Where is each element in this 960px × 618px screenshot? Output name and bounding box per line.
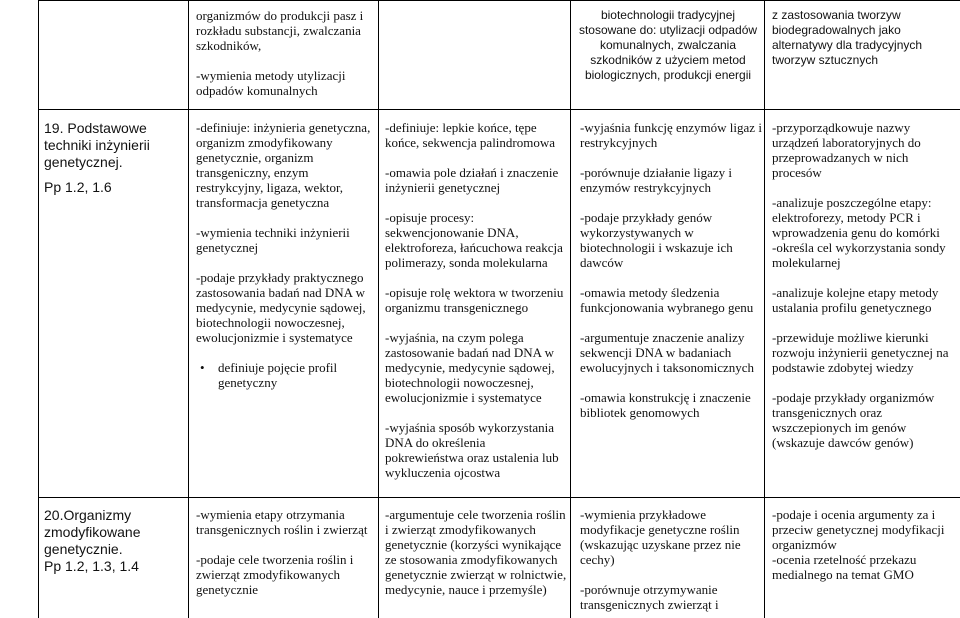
- table-border-line: [188, 0, 189, 618]
- text-line: ewolucjonizmie i systematyce: [196, 330, 353, 345]
- top-col4-cell: [575, 8, 761, 83]
- top-col5-cell: [772, 8, 958, 68]
- text-line: -wyjaśnia funkcję enzymów ligaz i: [580, 120, 762, 135]
- blank-line: [772, 180, 958, 195]
- text-line: podstawie zdobytej wiedzy: [772, 360, 914, 375]
- text-line: tworzyw sztucznych: [772, 53, 879, 67]
- text-line: biotechnologii i wskazuje ich: [580, 240, 733, 255]
- text-list: [772, 8, 958, 68]
- text-line: transgenicznych roślin i zwierząt: [196, 522, 368, 537]
- blank-line: [196, 53, 374, 68]
- text-line: pokrewieństwa oraz ustalenia lub: [385, 450, 559, 465]
- text-line: molekularnej: [772, 255, 841, 270]
- row19-col5-cell: [772, 120, 958, 450]
- text-list: [196, 8, 374, 98]
- text-line: -argumentuje cele tworzenia roślin: [385, 507, 566, 522]
- row19-col3-cell: [385, 120, 569, 480]
- table-border-line: [764, 0, 765, 618]
- text-line: -podaje przykłady genów: [580, 210, 713, 225]
- text-line: -podaje i ocenia argumenty za i: [772, 507, 936, 522]
- text-line: biotechnologii tradycyjnej: [600, 8, 736, 22]
- text-line: -przyporządkowuje nazwy: [772, 120, 911, 135]
- text-list: [385, 507, 569, 597]
- text-line: -omawia konstrukcję i znaczenie: [580, 390, 751, 405]
- text-line: DNA do określenia: [385, 435, 486, 450]
- row20-col5-cell: [772, 507, 958, 582]
- text-line: -analizuje poszczególne etapy:: [772, 195, 932, 210]
- text-line: genetycznie (korzyści wynikające: [385, 537, 562, 552]
- blank-line: [385, 150, 569, 165]
- text-line: enzymów restrykcyjnych: [580, 180, 712, 195]
- text-line: -analizuje kolejne etapy metody: [772, 285, 939, 300]
- text-line: zwierząt zmodyfikowanych: [196, 567, 341, 582]
- text-list: [196, 507, 376, 597]
- blank-line: [196, 255, 376, 270]
- text-line: komunalnych, zwalczania: [599, 38, 737, 52]
- text-line: stosowane do: utylizacji odpadów: [578, 23, 758, 37]
- row19-col4-cell: [580, 120, 763, 420]
- blank-line: [772, 270, 958, 285]
- text-line: genetycznie, organizm: [196, 150, 314, 165]
- text-line: rozwoju inżynierii genetycznej na: [772, 345, 949, 360]
- blank-line: [385, 195, 569, 210]
- text-line: procesów: [772, 165, 822, 180]
- text-line: -opisuje rolę wektora w tworzeniu: [385, 285, 564, 300]
- text-line: restrykcyjnych: [580, 135, 658, 150]
- text-line: restrykcyjny, ligaza, wektor,: [196, 180, 343, 195]
- text-line: wprowadzenia genu do komórki: [772, 225, 940, 240]
- bullet-item: [196, 360, 376, 390]
- text-line: funkcjonowania wybranego genu: [580, 300, 754, 315]
- topic-reference: Pp 1.2, 1.3, 1.4: [44, 558, 139, 574]
- table-border-line: [38, 497, 960, 498]
- text-line: transgenicznych zwierząt i: [580, 597, 719, 612]
- row20-col2-cell: [196, 507, 376, 597]
- text-line: sekwencji DNA w badaniach: [580, 345, 732, 360]
- text-line: ze stosowania zmodyfikowanych: [385, 552, 558, 567]
- text-line: biotechnologii nowoczesnej,: [196, 315, 345, 330]
- text-line: -wymienia metody utylizacji: [196, 68, 346, 83]
- text-line: -argumentuje znaczenie analizy: [580, 330, 745, 345]
- table-border-line: [378, 0, 379, 618]
- text-line: wykorzystywanych w: [580, 225, 694, 240]
- text-line: modyfikacje genetyczne roślin: [580, 522, 740, 537]
- text-line: genetyczny: [218, 375, 278, 390]
- blank-line: [580, 567, 763, 582]
- blank-line: [580, 315, 763, 330]
- text-line: końce, sekwencja palindromowa: [385, 135, 556, 150]
- text-line: -wyjaśnia, na czym polega: [385, 330, 524, 345]
- text-line: -wyjaśnia sposób wykorzystania: [385, 420, 554, 435]
- blank-line: [385, 315, 569, 330]
- text-line: medycynie, nauce i przemyśle): [385, 582, 547, 597]
- text-line: ustalania profilu genetycznego: [772, 300, 932, 315]
- text-line: -wymienia etapy otrzymania: [196, 507, 345, 522]
- blank-line: [196, 537, 376, 552]
- text-line: -porównuje działanie ligazy i: [580, 165, 732, 180]
- blank-line: [772, 375, 958, 390]
- blank-line: [385, 270, 569, 285]
- text-line: -opisuje procesy:: [385, 210, 475, 225]
- text-line: zastosowania badań nad DNA w: [196, 285, 365, 300]
- text-line: elektroforeza, łańcuchowa reakcja: [385, 240, 563, 255]
- text-list: [218, 360, 337, 390]
- text-line: transgenicznych oraz: [772, 405, 883, 420]
- text-line: urządzeń laboratoryjnych do: [772, 135, 921, 150]
- text-line: medycynie, medycynie sądowej,: [196, 300, 366, 315]
- table-border-line: [570, 0, 571, 618]
- text-line: i zwierząt zmodyfikowanych: [385, 522, 536, 537]
- row20-topic-cell: [44, 507, 184, 575]
- text-line: definiuje pojęcie profil: [218, 360, 338, 375]
- text-line: zastosowanie badań nad DNA w: [385, 345, 554, 360]
- text-list: [772, 507, 958, 582]
- text-line: alternatywy dla tradycyjnych: [772, 38, 923, 52]
- blank-line: [196, 345, 376, 360]
- text-line: polimerazy, sonda molekularna: [385, 255, 548, 270]
- text-line: transformacja genetyczna: [196, 195, 330, 210]
- text-line: -podaje przykłady praktycznego: [196, 270, 364, 285]
- text-line: -wymienia techniki inżynierii: [196, 225, 350, 240]
- blank-line: [196, 210, 376, 225]
- text-line: organizm zmodyfikowany: [196, 135, 333, 150]
- text-line: inżynierii genetycznej: [385, 180, 501, 195]
- topic-title: 20.Organizmy zmodyfikowane genetycznie.: [44, 507, 141, 557]
- table-border-line: [38, 109, 960, 110]
- text-line: -definiuje: lepkie końce, tępe: [385, 120, 537, 135]
- text-line: sekwencjonowanie DNA,: [385, 225, 519, 240]
- blank-line: [580, 270, 763, 285]
- text-line: medycynie, medycynie sądowej,: [385, 360, 555, 375]
- text-line: bibliotek genomowych: [580, 405, 700, 420]
- text-line: (wskazuje dawców genów): [772, 435, 914, 450]
- text-line: organizmu transgenicznego: [385, 300, 529, 315]
- topic-title: 19. Podstawowe techniki inżynierii genetycznej.: [44, 120, 150, 170]
- blank-line: [580, 195, 763, 210]
- text-line: (wskazując uzyskane przez nie: [580, 537, 741, 552]
- text-line: przeciw genetycznej modyfikacji: [772, 522, 945, 537]
- text-line: biotechnologii nowoczesnej,: [385, 375, 534, 390]
- text-line: genetycznej: [196, 240, 259, 255]
- text-line: -definiuje: inżynieria genetyczna,: [196, 120, 371, 135]
- row20-col4-cell: [580, 507, 763, 612]
- text-line: -wymienia przykładowe: [580, 507, 706, 522]
- bullet-icon: •: [200, 360, 205, 375]
- text-line: odpadów komunalnych: [196, 83, 318, 98]
- text-line: rozkładu substancji, zwalczania: [196, 23, 361, 38]
- text-line: transgeniczny, enzym: [196, 165, 309, 180]
- text-line: organizmów do produkcji pasz i: [196, 8, 364, 23]
- blank-line: [385, 405, 569, 420]
- text-line: -podaje cele tworzenia roślin i: [196, 552, 354, 567]
- text-line: szkodników,: [196, 38, 262, 53]
- topic-reference: Pp 1.2, 1.6: [44, 179, 112, 195]
- text-list: [772, 120, 958, 450]
- row19-topic-cell: [44, 120, 184, 196]
- text-line: -ocenia rzetelność przekazu: [772, 552, 917, 567]
- text-line: wykluczenia ojcostwa: [385, 465, 501, 480]
- text-list: [196, 120, 376, 360]
- text-line: szkodników z użyciem metod: [590, 53, 746, 67]
- table-border-line: [38, 0, 39, 618]
- text-line: medialnego na temat GMO: [772, 567, 914, 582]
- text-line: cechy): [580, 552, 615, 567]
- blank-line: [580, 375, 763, 390]
- text-line: przeprowadzanych w nich: [772, 150, 909, 165]
- text-line: biologicznych, produkcji energii: [584, 68, 752, 82]
- text-list: [385, 120, 569, 480]
- table-border-line: [38, 0, 960, 1]
- text-list: [575, 8, 761, 83]
- text-line: genetycznie zwierząt w rolnictwie,: [385, 567, 567, 582]
- text-line: ewolucjonizmie i systematyce: [385, 390, 542, 405]
- text-list: [580, 120, 763, 420]
- text-line: -omawia pole działań i znaczenie: [385, 165, 559, 180]
- top-col2-cell: [196, 8, 374, 98]
- text-line: ewolucyjnych i taksonomicznych: [580, 360, 755, 375]
- text-line: -omawia metody śledzenia: [580, 285, 720, 300]
- text-line: organizmów: [772, 537, 837, 552]
- text-line: z zastosowania tworzyw: [772, 8, 901, 22]
- text-line: -podaje przykłady organizmów: [772, 390, 935, 405]
- text-line: dawców: [580, 255, 624, 270]
- text-list: [580, 507, 763, 612]
- row20-col3-cell: [385, 507, 569, 597]
- text-line: -porównuje otrzymywanie: [580, 582, 718, 597]
- row19-col2-cell: [196, 120, 376, 390]
- text-line: genetycznie: [196, 582, 259, 597]
- text-line: -przewiduje możliwe kierunki: [772, 330, 929, 345]
- text-line: biodegradowalnych jako: [772, 23, 901, 37]
- text-line: wszczepionych im genów: [772, 420, 907, 435]
- blank-line: [580, 150, 763, 165]
- text-line: -określa cel wykorzystania sondy: [772, 240, 946, 255]
- text-line: elektroforezy, metody PCR i: [772, 210, 921, 225]
- blank-line: [772, 315, 958, 330]
